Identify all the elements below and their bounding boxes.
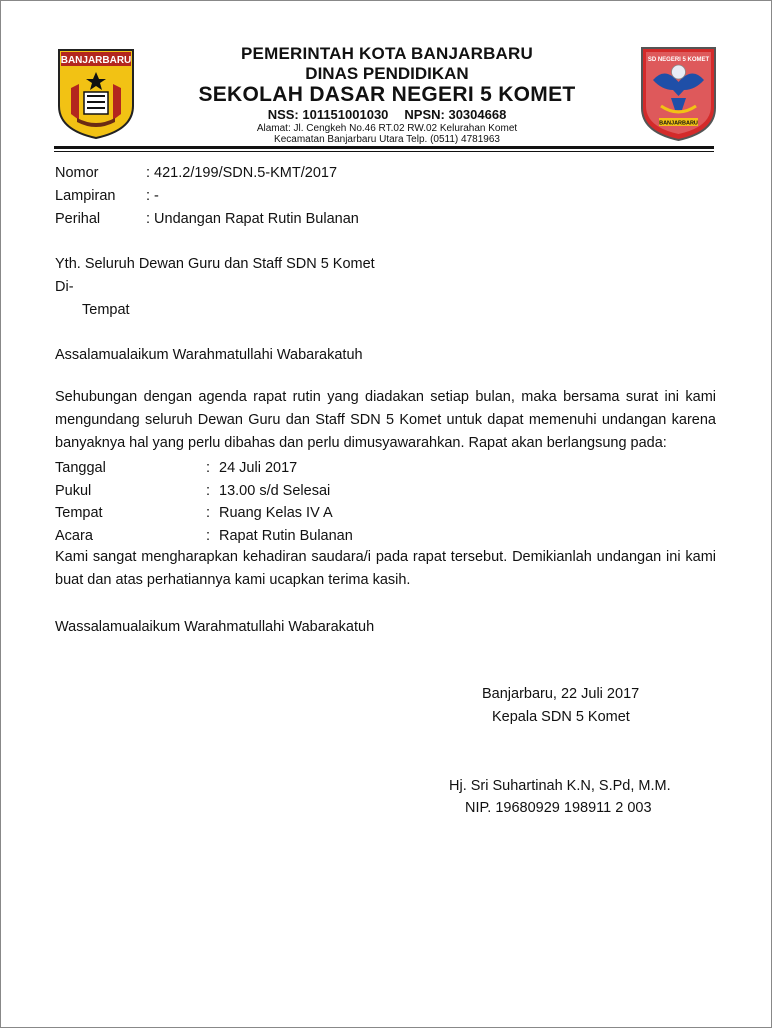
letterhead-address-2: Kecamatan Banjarbaru Utara Telp. (0511) 4781963 — [274, 134, 500, 145]
letterhead-divider-thin — [54, 151, 714, 152]
letterhead-government: PEMERINTAH KOTA BANJARBARU — [241, 44, 533, 63]
detail-value: 24 Juli 2017 — [219, 460, 298, 476]
farewell: Wassalamualaikum Warahmatullahi Wabarakatuh — [55, 619, 375, 635]
recipient-line: Yth. Seluruh Dewan Guru dan Staff SDN 5 Komet — [55, 256, 375, 272]
signature-position: Kepala SDN 5 Komet — [492, 709, 630, 725]
detail-label: Tanggal — [55, 460, 106, 476]
letterhead-department: DINAS PENDIDIKAN — [305, 64, 469, 83]
lampiran-label: Lampiran — [55, 188, 116, 204]
recipient-di: Di- — [55, 279, 74, 295]
sdn-5-komet-logo — [639, 46, 718, 142]
letterhead-divider-thick — [54, 146, 714, 149]
detail-colon: : — [206, 528, 211, 544]
recipient-tempat: Tempat — [82, 302, 130, 318]
logo-right-top-text: SD NEGERI 5 KOMET — [647, 57, 710, 63]
body-paragraph: Sehubungan dengan agenda rapat rutin yang diadakan setiap bulan, maka bersama surat ini kami mengundang seluruh Dewan Guru dan Staff SDN 5 Komet untuk dapat memenuhi undangan karena banyaknya hal yang perlu dibahas dan perlu dimusyawarahkan. Rapat akan berlangsung pada: — [55, 389, 716, 451]
letterhead-school-name: SEKOLAH DASAR NEGERI 5 KOMET — [198, 83, 576, 106]
signature-place-date: Banjarbaru, 22 Juli 2017 — [482, 686, 640, 702]
perihal-label: Perihal — [55, 211, 101, 227]
letterhead-address-1: Alamat: Jl. Cengkeh No.46 RT.02 RW.02 Kelurahan Komet — [256, 123, 518, 134]
detail-colon: : — [206, 460, 211, 476]
perihal-value: : Undangan Rapat Rutin Bulanan — [146, 211, 359, 227]
detail-colon: : — [206, 505, 211, 521]
detail-value: 13.00 s/d Selesai — [219, 483, 331, 499]
greeting: Assalamualaikum Warahmatullahi Wabarakatuh — [55, 347, 363, 363]
logo-left-text: BANJARBARU — [60, 55, 132, 66]
logo-right-bottom-text: BANJARBARU — [659, 120, 698, 127]
signature-name: Hj. Sri Suhartinah K.N, S.Pd, M.M. — [449, 778, 671, 794]
signature-nip: NIP. 19680929 198911 2 003 — [465, 800, 652, 816]
detail-value: Rapat Rutin Bulanan — [219, 528, 353, 544]
closing-paragraph: Kami sangat mengharapkan kehadiran saudara/i pada rapat tersebut. Demikianlah undangan ini kami buat dan atas perhatiannya kami ucapkan terima kasih. — [55, 549, 716, 588]
detail-colon: : — [206, 483, 211, 499]
banjarbaru-emblem-logo — [57, 48, 135, 140]
letterhead — [140, 44, 634, 145]
detail-label: Pukul — [55, 483, 92, 499]
nomor-label: Nomor — [55, 165, 99, 181]
detail-label: Tempat — [55, 505, 103, 521]
letterhead-ids — [140, 107, 634, 123]
letterhead-nss: NSS: 101151001030 — [267, 107, 389, 122]
lampiran-value: : - — [146, 188, 159, 204]
detail-value: Ruang Kelas IV A — [219, 505, 333, 521]
nomor-value: : 421.2/199/SDN.5-KMT/2017 — [146, 165, 338, 181]
detail-label: Acara — [55, 528, 93, 544]
letterhead-npsn: NPSN: 30304668 — [404, 107, 507, 122]
